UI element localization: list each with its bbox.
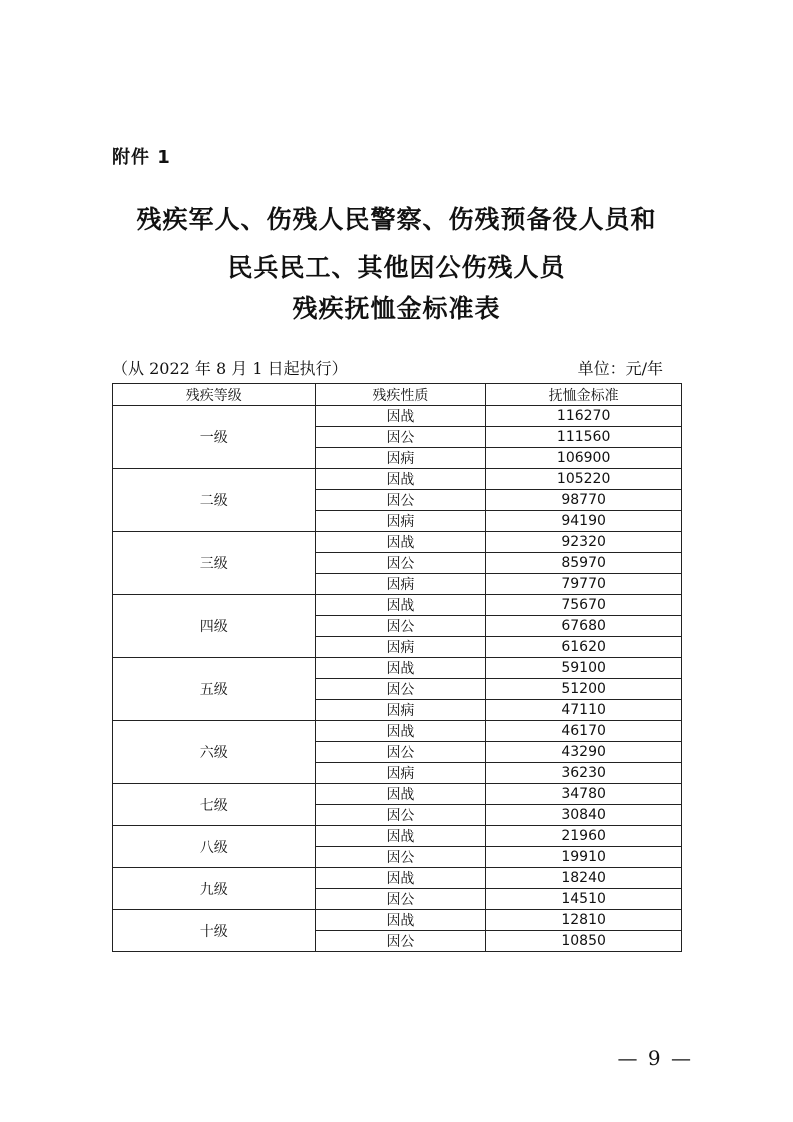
pension-amount-cell: 116270 [486, 406, 682, 427]
disability-nature-cell: 因战 [315, 658, 486, 679]
disability-nature-cell: 因公 [315, 805, 486, 826]
disability-nature-cell: 因战 [315, 595, 486, 616]
pension-amount-cell: 43290 [486, 742, 682, 763]
disability-nature-cell: 因公 [315, 742, 486, 763]
disability-level-cell: 三级 [113, 532, 316, 595]
pension-amount-cell: 18240 [486, 868, 682, 889]
pension-amount-cell: 19910 [486, 847, 682, 868]
disability-level-cell: 六级 [113, 721, 316, 784]
pension-amount-cell: 75670 [486, 595, 682, 616]
disability-nature-cell: 因病 [315, 637, 486, 658]
disability-level-cell: 九级 [113, 868, 316, 910]
table-row [113, 826, 682, 847]
pension-amount-cell: 59100 [486, 658, 682, 679]
pension-amount-cell: 98770 [486, 490, 682, 511]
disability-nature-cell: 因战 [315, 826, 486, 847]
header-disability-level: 残疾等级 [113, 384, 316, 406]
pension-amount-cell: 111560 [486, 427, 682, 448]
document-title-line-1: 残疾军人、伤残人民警察、伤残预备役人员和 [136, 205, 657, 234]
table-row [113, 868, 682, 889]
page-number: — 9 — [617, 1046, 693, 1070]
disability-nature-cell: 因战 [315, 910, 486, 931]
pension-amount-cell: 79770 [486, 574, 682, 595]
pension-amount-cell: 85970 [486, 553, 682, 574]
disability-nature-cell: 因病 [315, 448, 486, 469]
disability-nature-cell: 因公 [315, 427, 486, 448]
disability-nature-cell: 因病 [315, 511, 486, 532]
disability-nature-cell: 因战 [315, 721, 486, 742]
disability-nature-cell: 因公 [315, 490, 486, 511]
disability-nature-cell: 因公 [315, 553, 486, 574]
disability-nature-cell: 因战 [315, 532, 486, 553]
pension-amount-cell: 12810 [486, 910, 682, 931]
table-row [113, 406, 682, 427]
disability-nature-cell: 因公 [315, 679, 486, 700]
pension-amount-cell: 36230 [486, 763, 682, 784]
disability-nature-cell: 因战 [315, 406, 486, 427]
document-title-line-3: 残疾抚恤金标准表 [292, 294, 501, 323]
table-row [113, 658, 682, 679]
attachment-label: 附件 1 [112, 147, 171, 168]
table-row [113, 784, 682, 805]
pension-amount-cell: 106900 [486, 448, 682, 469]
header-pension-amount: 抚恤金标准 [486, 384, 682, 406]
pension-amount-cell: 46170 [486, 721, 682, 742]
disability-nature-cell: 因战 [315, 868, 486, 889]
disability-nature-cell: 因公 [315, 847, 486, 868]
table-body [113, 406, 682, 952]
disability-nature-cell: 因病 [315, 763, 486, 784]
pension-amount-cell: 105220 [486, 469, 682, 490]
table-row [113, 595, 682, 616]
pension-amount-cell: 61620 [486, 637, 682, 658]
disability-nature-cell: 因公 [315, 616, 486, 637]
unit-note: 单位：元/年 [577, 359, 663, 378]
disability-level-cell: 十级 [113, 910, 316, 952]
table-row [113, 721, 682, 742]
pension-standard-table [112, 383, 682, 952]
pension-amount-cell: 67680 [486, 616, 682, 637]
document-title-line-2: 民兵民工、其他因公伤残人员 [227, 253, 566, 282]
effective-date-note: （从 2022 年 8 月 1 日起执行） [112, 359, 348, 378]
disability-level-cell: 一级 [113, 406, 316, 469]
pension-amount-cell: 14510 [486, 889, 682, 910]
pension-amount-cell: 47110 [486, 700, 682, 721]
pension-amount-cell: 34780 [486, 784, 682, 805]
disability-nature-cell: 因公 [315, 931, 486, 952]
table-row [113, 532, 682, 553]
disability-level-cell: 七级 [113, 784, 316, 826]
disability-level-cell: 四级 [113, 595, 316, 658]
table-header-row [113, 384, 682, 406]
pension-amount-cell: 92320 [486, 532, 682, 553]
table-row [113, 469, 682, 490]
disability-nature-cell: 因公 [315, 889, 486, 910]
disability-level-cell: 二级 [113, 469, 316, 532]
disability-nature-cell: 因病 [315, 700, 486, 721]
pension-amount-cell: 30840 [486, 805, 682, 826]
disability-nature-cell: 因病 [315, 574, 486, 595]
pension-amount-cell: 94190 [486, 511, 682, 532]
pension-amount-cell: 51200 [486, 679, 682, 700]
disability-nature-cell: 因战 [315, 784, 486, 805]
disability-level-cell: 五级 [113, 658, 316, 721]
table-row [113, 910, 682, 931]
header-disability-nature: 残疾性质 [315, 384, 486, 406]
disability-nature-cell: 因战 [315, 469, 486, 490]
pension-amount-cell: 21960 [486, 826, 682, 847]
disability-level-cell: 八级 [113, 826, 316, 868]
pension-amount-cell: 10850 [486, 931, 682, 952]
